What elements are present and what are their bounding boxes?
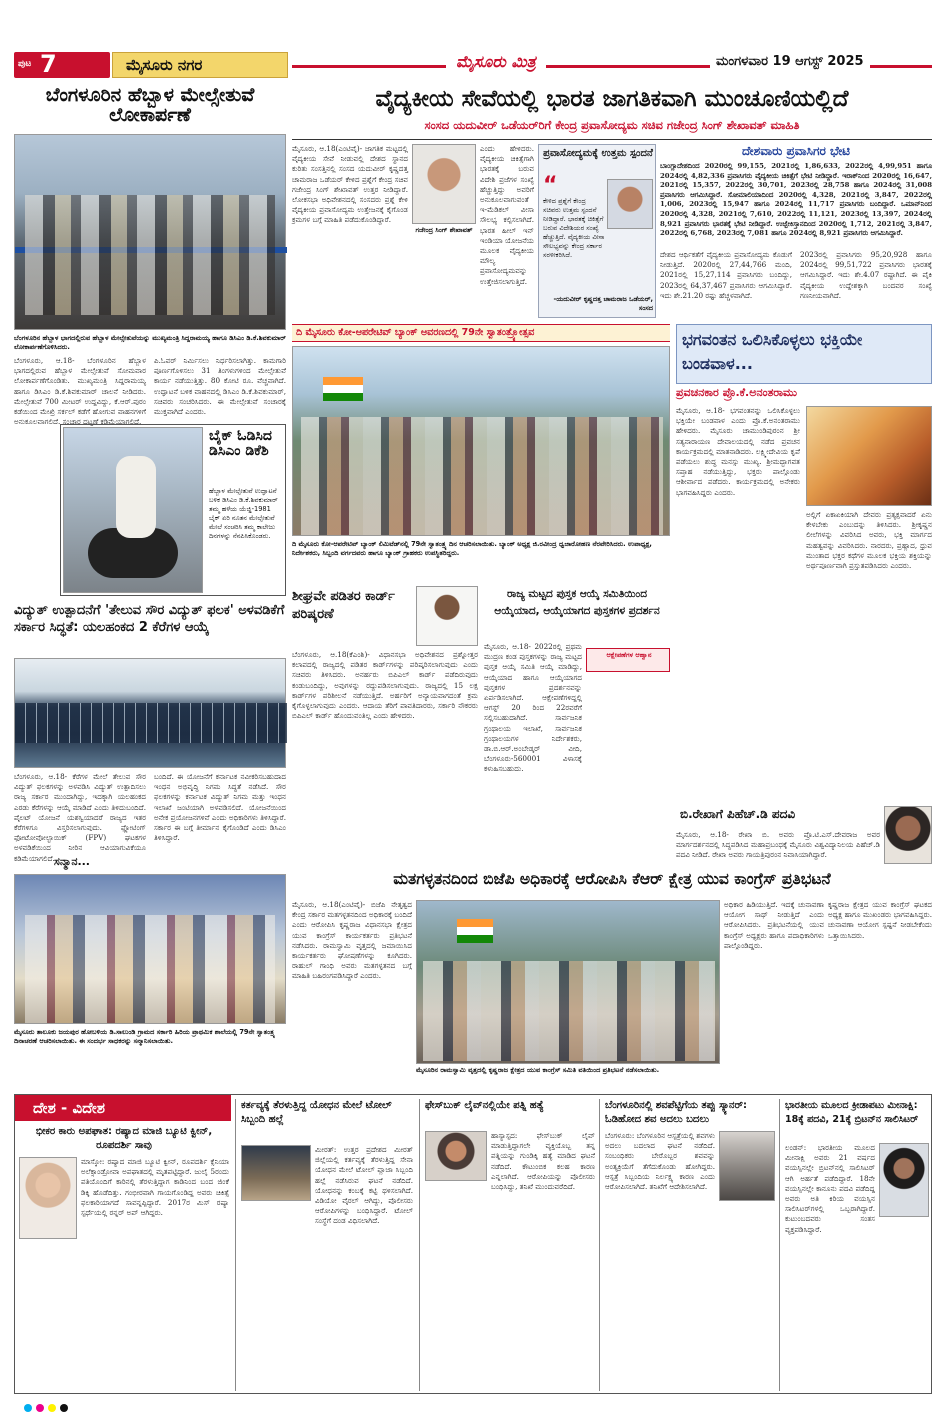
page-number: 7: [40, 50, 57, 78]
lead-col2: ಎಂದು ಹೇಳಿದರು. ವೈದ್ಯಕೀಯ ಚಿಕಿತ್ಸೆಗಾಗಿ ಭಾರತಕ್ಕೆ ಬರುವ ವಿದೇಶಿ ಪ್ರಜೆಗಳ ಸಂಖ್ಯೆ ಹೆಚ್ಚುತ್ತಿದ್ದು ಅವರಿಗೆ ಅನುಕೂಲವಾಗುವಂತೆ ಇ-ಮೆಡಿಕಲ್ ವೀಸಾ ಸೌಲಭ್ಯ ಕಲ್ಪಿಸಲಾಗಿದೆ. ಭಾರತ ಹೀಲ್ ಇನ್ ಇಂಡಿಯಾ ಯೋಜನೆಯ ಮೂಲಕ ವೈದ್ಯಕೀಯ ಮೌಲ್ಯ ಪ್ರವಾಸೋದ್ಯಮವನ್ನು ಉತ್ತೇಜಿಸಲಾಗುತ್ತಿದೆ.: [480, 144, 534, 286]
phd-headline: ಬಿ.ರೇಖಾಗೆ ಪಿಹೆಚ್.ಡಿ ಪದವಿ: [680, 807, 796, 821]
rider-shape: [116, 456, 156, 538]
desha-s5-photo: [879, 1143, 929, 1217]
card-body: ಬೆಂಗಳೂರು, ಆ.18(ಕೆಎಂಶಿ)- ವಿಧಾನಸಭಾ ಅಧಿವೇಶನದ ಪ್ರಶ್ನೋತ್ತರ ಕಲಾಪದಲ್ಲಿ ರಾಜ್ಯದಲ್ಲಿ ಪಡಿತರ ಕಾರ್ಡ್‌ಗಳನ್ನು ಪರಿಷ್ಕರಿಸಲಾಗುವುದು ಎಂದು ಸಚಿವರು ತಿಳಿಸಿದರು. ಅನರ್ಹರು ಬಿಪಿಎಲ್ ಕಾರ್ಡ್ ಪಡೆದಿರುವುದು ಕಂಡುಬಂದಿದ್ದು, ಅವುಗಳನ್ನು ರದ್ದುಪಡಿಸಲಾಗುವುದು. ರಾಜ್ಯದಲ್ಲಿ 15 ಲಕ್ಷ ಕಾರ್ಡ್‌ಗಳ ಪರಿಶೀಲನೆ ನಡೆಯುತ್ತಿದೆ. ಅರ್ಹರಿಗೆ ಅನ್ಯಾಯವಾಗದಂತೆ ಕ್ರಮ ಕೈಗೊಳ್ಳಲಾಗುವುದು ಎಂದರು. ಆದಾಯ ತೆರಿಗೆ ಪಾವತಿದಾರರು, ಸರ್ಕಾರಿ ನೌಕರರು ಬಿಪಿಎಲ್ ಕಾರ್ಡ್ ಹೊಂದುವಂತಿಲ್ಲ ಎಂದು ಹೇಳಿದರು.: [292, 650, 478, 721]
bank-caption: ದಿ ಮೈಸೂರು ಕೋ-ಆಪರೇಟಿವ್ ಬ್ಯಾಂಕ್ ಲಿಮಿಟೆಡ್‌ನಲ್ಲಿ 79ನೇ ಸ್ವಾತಂತ್ರ್ಯ ದಿನ ಆಚರಿಸಲಾಯಿತು. ಬ್ಯಾಂಕ್ ಅಧ್ಯಕ್ಷ ಜಿ.ರವೀಂದ್ರ ಧ್ವಜಾರೋಹಣ ನೆರವೇರಿಸಿದರು. ಉಪಾಧ್ಯಕ್ಷ, ನಿರ್ದೇಶಕರು, ಸಿಬ್ಬಂದಿ ವರ್ಗದವರು ಹಾಗೂ ಬ್ಯಾಂಕ್ ಗ್ರಾಹಕರು ಉಪಸ್ಥಿತರಿದ್ದರು.: [292, 540, 652, 557]
lead-col5: 2023ರಲ್ಲಿ ಪ್ರವಾಸಿಗರು 95,20,928 ಹಾಗೂ 2024ರಲ್ಲಿ 99,51,722 ಪ್ರವಾಸಿಗರು ಭಾರತಕ್ಕೆ ಆಗಮಿಸಿದ್ದಾರೆ. ಇದು ಶೇ.4.07 ರಷ್ಟಾಗಿದೆ. ಈ ಪೈಕಿ ವೈದ್ಯಕೀಯ ಉದ್ದೇಶಕ್ಕಾಗಿ ಬಂದವರ ಸಂಖ್ಯೆ ಗಣನೀಯವಾಗಿದೆ.: [800, 250, 932, 300]
congress-col3: ಕೃಷ್ಣರಾಜ ಕ್ಷೇತ್ರದ ಯುವ ಕಾಂಗ್ರೆಸ್ ಘಟಕದ ಅಧ್ಯಕ್ಷ ಹಾಗೂ ಮುಖಂಡರು ಭಾಗವಹಿಸಿದ್ದರು. ಚುನಾವಣಾ ಆಯೋಗ ಸ್ಪಷ್ಟನೆ ನೀಡಬೇಕೆಂದು ಒತ್ತಾಯಿಸಿದರು.: [828, 900, 932, 940]
congress-headline: ಮತಗಳ್ಳತನದಿಂದ ಬಿಜೆಪಿ ಅಧಿಕಾರಕ್ಕೆ ಆರೋಪಿಸಿ ಕೆಆರ್ ಕ್ಷೇತ್ರ ಯುವ ಕಾಂಗ್ರೆಸ್ ಪ್ರತಿಭಟನೆ: [393, 870, 831, 888]
congress-photo: [416, 900, 720, 1064]
felicitation-photo: [14, 874, 286, 1024]
minister-photo: [412, 144, 476, 224]
crowd-shape: [25, 195, 275, 315]
bhagavanta-byline: ಪ್ರವಚನಕಾರ ಪ್ರೊ.ಕೆ.ಅನಂತರಾಮು: [676, 386, 797, 399]
paper-logo: ಮೈಸೂರು ಮಿತ್ರ: [446, 52, 546, 72]
bank-headline: ದಿ ಮೈಸೂರು ಕೋ-ಆಪರೇಟಿವ್ ಬ್ಯಾಂಕ್ ಆವರಣದಲ್ಲಿ 79ನೇ ಸ್ವಾತಂತ್ರ್ಯೋತ್ಸವ: [296, 327, 535, 338]
solar-body: ಬೆಂಗಳೂರು, ಆ.18- ಕೆರೆಗಳ ಮೇಲೆ ತೇಲುವ ಸೌರ ವಿದ್ಯುತ್ ಫಲಕಗಳನ್ನು ಅಳವಡಿಸಿ ವಿದ್ಯುತ್ ಉತ್ಪಾದಿಸಲು ರಾಜ್ಯ ಸರ್ಕಾರ ಮುಂದಾಗಿದ್ದು, ಇದಕ್ಕಾಗಿ ಯಲಹಂಕದ ಎರಡು ಕೆರೆಗಳನ್ನು ಆಯ್ಕೆ ಮಾಡಿದೆ ಎಂದು ತಿಳಿದುಬಂದಿದೆ. ಪೈಲಟ್ ಯೋಜನೆ ಯಶಸ್ವಿಯಾದರೆ ರಾಜ್ಯದ ಇತರ ಕೆರೆಗಳಿಗೂ ವಿಸ್ತರಿಸಲಾಗುವುದು. ಫ್ಲೋಟಿಂಗ್ ಫೋಟೋವೋಲ್ಟಾಯಿಕ್ (FPV) ಘಟಕಗಳ ಅಳವಡಿಕೆಯಿಂದ ನೀರಿನ ಆವಿಯಾಗುವಿಕೆಯೂ ಕಡಿಮೆಯಾಗಲಿದೆ.: [14, 772, 146, 863]
issue-date: ಮಂಗಳವಾರ 19 ಆಗಸ್ಟ್ 2025: [710, 54, 870, 69]
bank-story: [292, 324, 670, 580]
card-photo: [416, 586, 478, 646]
congress-story: [292, 870, 932, 1088]
quote-byline: -ಯದುವೀರ್ ಕೃಷ್ಣದತ್ತ ಚಾಮರಾಜ ಒಡೆಯರ್, ಸಂಸದ: [553, 295, 653, 312]
felicitation-headline: ಸನ್ಮಾನ...: [54, 855, 90, 868]
desha-s3-photo: [425, 1131, 487, 1181]
desha-s4-body: ಬೆಂಗಳೂರು: ಬೆಂಗಳೂರಿನ ಆಸ್ಪತ್ರೆಯಲ್ಲಿ ಶವಗಳು ಅದಲು ಬದಲಾದ ಘಟನೆ ನಡೆದಿದೆ. ಸಂಬಂಧಿಕರು ಬೇರೊಬ್ಬರ ಶವವನ್ನು ಅಂತ್ಯಕ್ರಿಯೆಗೆ ತೆಗೆದುಕೊಂಡು ಹೋಗಿದ್ದರು. ಆಸ್ಪತ್ರೆ ಸಿಬ್ಬಂದಿಯ ನಿರ್ಲಕ್ಷ್ಯ ಕಾರಣ ಎಂದು ಆರೋಪಿಸಲಾಗಿದೆ. ತನಿಖೆಗೆ ಆದೇಶಿಸಲಾಗಿದೆ.: [605, 1131, 715, 1192]
lead-subhead: ಸಂಸದ ಯದುವೀರ್ ಒಡೆಯರ್‌ರಿಗೆ ಕೇಂದ್ರ ಪ್ರವಾಸೋದ್ಯಮ ಸಚಿವ ಗಜೇಂದ್ರ ಸಿಂಗ್ ಶೇಖಾವತ್ ಮಾಹಿತಿ: [424, 118, 800, 132]
books-body: ಮೈಸೂರು, ಆ.18- 2022ರಲ್ಲಿ ಪ್ರಥಮ ಮುದ್ರಣ ಕಂಡ ಪುಸ್ತಕಗಳನ್ನು ರಾಜ್ಯ ಮಟ್ಟದ ಪುಸ್ತಕ ಆಯ್ಕೆ ಸಮಿತಿ ಆಯ್ಕೆ ಮಾಡಿದ್ದು, ಆಯ್ಕೆಯಾದ ಹಾಗೂ ಆಯ್ಕೆಯಾಗದ ಪುಸ್ತಕಗಳ ಪ್ರದರ್ಶನವನ್ನು ಏರ್ಪಡಿಸಲಾಗಿದೆ. ಆಕ್ಷೇಪಣೆಗಳಿದ್ದಲ್ಲಿ ಆಗಸ್ಟ್ 20 ರಿಂದ 22ರವರೆಗೆ ಸಲ್ಲಿಸಬಹುದಾಗಿದೆ. ಸಾರ್ವಜನಿಕ ಗ್ರಂಥಾಲಯ ಇಲಾಖೆ, ಸಾರ್ವಜನಿಕ ಗ್ರಂಥಾಲಯಗಳ ನಿರ್ದೇಶಕರು, ಡಾ.ಬಿ.ಆರ್.ಅಂಬೇಡ್ಕರ್ ವೀದಿ, ಬೆಂಗಳೂರು-560001 ವಿಳಾಸಕ್ಕೆ ಕಳುಹಿಸಬಹುದು.: [484, 642, 582, 774]
panel-grid: [15, 703, 287, 743]
felicitation-caption: ಮೈಸೂರು ತಾಲೂಕು ಜಯಪುರ ಹೋಬಳಿಯ ಡಿ.ಸಾಲುಂಡಿ ಗ್ರಾಮದ ಸರ್ಕಾರಿ ಹಿರಿಯ ಪ್ರಾಥಮಿಕ ಶಾಲೆಯಲ್ಲಿ 79ನೇ ಸ್ವಾತಂತ್ರ್ಯ ದಿನಾಚರಣೆ ಆಚರಿಸಲಾಯಿತು. ಈ ಸಂದರ್ಭ ಸಾಧಕರನ್ನು ಸನ್ಮಾನಿಸಲಾಯಿತು.: [14, 1028, 276, 1045]
lead-headline: ವೈದ್ಯಕೀಯ ಸೇವೆಯಲ್ಲಿ ಭಾರತ ಜಾಗತಿಕವಾಗಿ ಮುಂಚೂಣಿಯಲ್ಲಿದೆ: [375, 86, 849, 112]
puja-photo: [806, 406, 932, 506]
desha-s1-headline: ಭೀಕರ ಕಾರು ಅಪಘಾತ: ರಷ್ಯಾದ ಮಾಜಿ ಬ್ಯೂಟಿ ಕ್ವೀನ್, ರೂಪದರ್ಶಿ ಸಾವು: [35, 1126, 213, 1151]
bike-headline: ಬೈಕ್ ಓಡಿಸಿದ ಡಿಸಿಎಂ ಡಿಕೆಶಿ: [209, 428, 272, 459]
section-name: ಮೈಸೂರು ನಗರ: [126, 56, 203, 74]
desha-divider-1: [235, 1099, 236, 1391]
desha-header: ದೇಶ - ವಿದೇಶ: [33, 1099, 106, 1117]
flag-white: [323, 385, 363, 393]
lead-rule: [292, 139, 932, 140]
desha-divider-2: [419, 1099, 420, 1391]
phd-photo: [884, 806, 932, 864]
page-label: ಪುಟ: [18, 59, 32, 69]
reg-cyan: [24, 1404, 32, 1412]
masthead: [14, 50, 932, 82]
desha-s3-body: ಹಾಸ್ಯಾಸ್ಪದ: ಫೇಸ್‌ಬುಕ್ ಲೈವ್ ಮಾಡುತ್ತಿದ್ದಾಗಲೇ ವ್ಯಕ್ತಿಯೊಬ್ಬ ತನ್ನ ಪತ್ನಿಯನ್ನು ಗುಂಡಿಕ್ಕಿ ಹತ್ಯೆ ಮಾಡಿದ ಘಟನೆ ನಡೆದಿದೆ. ಕೌಟುಂಬಿಕ ಕಲಹ ಕಾರಣ ಎನ್ನಲಾಗಿದೆ. ಆರೋಪಿಯನ್ನು ಪೊಲೀಸರು ಬಂಧಿಸಿದ್ದು, ತನಿಖೆ ಮುಂದುವರೆದಿದೆ.: [491, 1131, 595, 1192]
desha-s4-photo: [719, 1131, 775, 1201]
desha-s4-headline: ಬೆಂಗಳೂರಿನಲ್ಲಿ ಶವಪೆಟ್ಟಿಗೆಯ ತಪ್ಪು ಸ್ಕ್ಯಾನರ್: ಓಡಿಹೋದ ಶವ ಅದಲು ಬದಲು: [605, 1100, 747, 1125]
desha-s2-headline: ಕರ್ತವ್ಯಕ್ಕೆ ತೆರಳುತ್ತಿದ್ದ ಯೋಧನ ಮೇಲೆ ಟೋಲ್ ಸಿಬ್ಬಂದಿ ಹಲ್ಲೆ: [241, 1100, 392, 1125]
books-tag-label: ಆಕ್ಷೇಪಣೆಗಳ ಆಹ್ವಾನ: [606, 651, 652, 659]
mp-photo: [607, 179, 653, 229]
solar-photo: [14, 658, 286, 768]
card-story: [292, 586, 478, 856]
solar-headline: ವಿದ್ಯುತ್ ಉತ್ಪಾದನೆಗೆ 'ತೇಲುವ ಸೌರ ವಿದ್ಯುತ್ ಫಲಕ' ಅಳವಡಿಕೆಗೆ ಸರ್ಕಾರ ಸಿದ್ಧತೆ: ಯಲಹಂಕದ 2 ಕೆರೆಗಳ ಆಯ್ಕೆ: [14, 603, 285, 635]
flag-orange: [323, 377, 363, 385]
bhagavanta-col2: ಅಲ್ಲಿಗೆ ಏಕಾಏಕಿಯಾಗಿ ದೇವರು ಪ್ರತ್ಯಕ್ಷವಾದರೆ ಏನು ಕೇಳಬೇಕು ಎಂಬುದನ್ನು ತಿಳಿಸಿದರು. ಶ್ರೀಕೃಷ್ಣನ ಲೀಲೆಗಳನ್ನು ವಿವರಿಸಿದ ಅವರು, ಭಕ್ತಿ ಮಾರ್ಗದ ಮಹತ್ವವನ್ನು ವಿವರಿಸಿದರು. ನಾರದರು, ಪ್ರಹ್ಲಾದ, ಧ್ರುವ ಮುಂತಾದ ಭಕ್ತರ ಕಥೆಗಳ ಮೂಲಕ ಭಕ್ತಿಯ ಶಕ್ತಿಯನ್ನು ಅರ್ಥಪೂರ್ಣವಾಗಿ ಪ್ರಸ್ತುತಪಡಿಸಿದರು ಎಂದರು.: [806, 510, 932, 571]
color-registration: [24, 1404, 84, 1414]
bhagavanta-headline: ಭಗವಂತನ ಒಲಿಸಿಕೊಳ್ಳಲು ಭಕ್ತಿಯೇ ಬಂಡವಾಳ...: [682, 330, 863, 373]
desha-s1-photo: [19, 1157, 77, 1239]
desha-divider-4: [779, 1099, 780, 1391]
visitors-headline: ದೇಶವಾರು ಪ್ರವಾಸಿಗರ ಭೇಟಿ: [741, 144, 851, 158]
protest-flag: [457, 919, 493, 943]
desha-section: [14, 1094, 932, 1394]
reg-yellow: [48, 1404, 56, 1412]
reg-magenta: [36, 1404, 44, 1412]
bhagavanta-story: [676, 324, 932, 804]
desha-s5-body: ಲಂಡನ್: ಭಾರತೀಯ ಮೂಲದ ಮೀನಾಕ್ಷಿ ಅವರು 21 ವರ್ಷದ ವಯಸ್ಸಿನಲ್ಲೇ ಬ್ರಿಟನ್‌ನಲ್ಲಿ ಸಾಲಿಸಿಟರ್ ಆಗಿ ಅರ್ಹತೆ ಪಡೆದಿದ್ದಾರೆ. 18ನೇ ವಯಸ್ಸಿನಲ್ಲೇ ಕಾನೂನು ಪದವಿ ಪಡೆದಿದ್ದ ಅವರು ಅತಿ ಕಿರಿಯ ವಯಸ್ಸಿನ ಸಾಲಿಸಿಟರ್‌ಗಳಲ್ಲಿ ಒಬ್ಬರಾಗಿದ್ದಾರೆ. ಕುಟುಂಬದವರು ಸಂತಸ ವ್ಯಕ್ತಪಡಿಸಿದ್ದಾರೆ.: [785, 1143, 875, 1234]
quote-body: ಕೇಳಿದ ಪ್ರಶ್ನೆಗೆ ಕೇಂದ್ರ ಸಚಿವರು ಉತ್ತಮ ಸ್ಪಂದನೆ ನೀಡಿದ್ದಾರೆ. ಭಾರತಕ್ಕೆ ಚಿಕಿತ್ಸೆಗೆ ಬರುವ ವಿದೇಶಿಯರ ಸಂಖ್ಯೆ ಹೆಚ್ಚುತ್ತಿದೆ. ವೈದ್ಯಕೀಯ ವೀಸಾ ಸೌಲಭ್ಯವನ್ನು ಕೇಂದ್ರ ಸರ್ಕಾರ ಸರಳೀಕರಿಸಿದೆ.: [543, 197, 605, 259]
group-shape: [301, 417, 663, 535]
congress-col2: ಅಧಿಕಾರ ಹಿಡಿಯುತ್ತಿದೆ. ಇದಕ್ಕೆ ಚುನಾವಣಾ ಆಯೋಗ ಸಾಥ್ ನೀಡುತ್ತಿದೆ ಎಂದು ಆರೋಪಿಸಿದರು. ಪ್ರತಿಭಟನೆಯಲ್ಲಿ ಯುವ ಕಾಂಗ್ರೆಸ್ ಅಧ್ಯಕ್ಷರು ಹಾಗೂ ಪದಾಧಿಕಾರಿಗಳು ಪಾಲ್ಗೊಂಡಿದ್ದರು.: [724, 900, 824, 950]
desha-s5-headline: ಭಾರತೀಯ ಮೂಲದ ಕ್ರೀಡಾಪಟು ಮೀನಾಕ್ಷಿ: 18ಕ್ಕೆ ಪದವಿ, 21ಕ್ಕೆ ಬ್ರಿಟನ್‌ನ ಸಾಲಿಸಿಟರ್: [785, 1100, 919, 1125]
hebbal-caption: ಬೆಂಗಳೂರಿನ ಹೆಬ್ಬಾಳ ಭಾಗದಲ್ಲಿರುವ ಹೆಬ್ಬಾಳ ಮೇಲ್ಸೇತುವೆಯನ್ನು ಮುಖ್ಯಮಂತ್ರಿ ಸಿದ್ದರಾಮಯ್ಯ ಹಾಗೂ ಡಿಸಿಎಂ ಡಿ.ಕೆ.ಶಿವಕುಮಾರ್ ಲೋಕಾರ್ಪಣೆಗೊಳಿಸಿದರು.: [14, 334, 286, 351]
bike-body: ಹೆಬ್ಬಾಳ ಮೇಲ್ಸೇತುವೆ ಉದ್ಘಾಟನೆ ಬಳಿಕ ಡಿಸಿಎಂ ಡಿ.ಕೆ.ಶಿವಕುಮಾರ್ ತಮ್ಮ ಹಳೆಯ ಯೆಜ್ಡಿ-1981 ಬೈಕ್ ಏರಿ ನೂತನ ಮೇಲ್ಸೇತುವೆ ಮೇಲೆ ಸಂಚರಿಸಿ ತಮ್ಮ ಕಾಲೇಜು ದಿನಗಳನ್ನು ನೆನಪಿಸಿಕೊಂಡರು.: [209, 487, 278, 540]
phd-body: ಮೈಸೂರು, ಆ.18- ರೇಖಾ ಬಿ. ಅವರು ಪ್ರೊ.ಟಿ.ಎಸ್.ದೇವರಾಜ ಅವರ ಮಾರ್ಗದರ್ಶನದಲ್ಲಿ ಸಿದ್ಧಪಡಿಸಿದ ಮಹಾಪ್ರಬಂಧಕ್ಕೆ ಮೈಸೂರು ವಿಶ್ವವಿದ್ಯಾನಿಲಯ ಪಿಹೆಚ್.ಡಿ ಪದವಿ ನೀಡಿದೆ. ರೇಖಾ ಅವರು ಗಾಯತ್ರಿಪುರಂನ ನಿವಾಸಿಯಾಗಿದ್ದಾರೆ.: [676, 830, 880, 860]
quote-box: [538, 144, 656, 318]
desha-s2-body: ಮೀರತ್: ಉತ್ತರ ಪ್ರದೇಶದ ಮೀರತ್ ಜಿಲ್ಲೆಯಲ್ಲಿ ಕರ್ತವ್ಯಕ್ಕೆ ತೆರಳುತ್ತಿದ್ದ ಸೇನಾ ಯೋಧನ ಮೇಲೆ ಟೋಲ್ ಪ್ಲಾಜಾ ಸಿಬ್ಬಂದಿ ಹಲ್ಲೆ ನಡೆಸಿರುವ ಘಟನೆ ನಡೆದಿದೆ. ಯೋಧನನ್ನು ಕಂಬಕ್ಕೆ ಕಟ್ಟಿ ಥಳಿಸಲಾಗಿದೆ. ವಿಡಿಯೋ ವೈರಲ್ ಆಗಿದ್ದು, ಪೊಲೀಸರು ಆರೋಪಿಗಳನ್ನು ಬಂಧಿಸಿದ್ದಾರೆ. ಟೋಲ್ ಸಂಸ್ಥೆಗೆ ದಂಡ ವಿಧಿಸಲಾಗಿದೆ.: [315, 1145, 413, 1226]
quote-mark: “: [543, 173, 558, 198]
bike-photo: [63, 427, 203, 593]
books-headline: ರಾಜ್ಯ ಮಟ್ಟದ ಪುಸ್ತಕ ಆಯ್ಕೆ ಸಮಿತಿಯಿಂದ ಆಯ್ಕೆಯಾದ, ಆಯ್ಕೆಯಾಗದ ಪುಸ್ತಕಗಳ ಪ್ರದರ್ಶನ: [494, 588, 660, 617]
flag-green: [323, 393, 363, 401]
reg-black: [60, 1404, 68, 1412]
bike-story: [60, 424, 286, 596]
hebbal-story: [14, 84, 286, 427]
hebbal-body-2: ಪಿ.ಓವರ್ ನಿರ್ಮಿಸಲು ನಿರ್ಧರಿಸಲಾಗಿತ್ತು. ಕಾಮಗಾರಿ ಪೂರ್ಣಗೊಳಿಸಲು 31 ತಿಂಗಳುಗಳಿಂದ ಮೇಲ್ಸೇತುವೆ ಕಾರ್ಯ ನಡೆಯುತ್ತಿತ್ತು. 80 ಕೋಟಿ ರೂ. ವೆಚ್ಚವಾಗಿದೆ. ಉದ್ಘಾಟನೆ ಬಳಿಕ ವಾಹನದಲ್ಲಿ ಡಿಸಿಎಂ ಡಿ.ಕೆ.ಶಿವಕುಮಾರ್, ಸಚಿವರು ಸಂಚರಿಸಿದರು. ಈ ಮೇಲ್ಸೇತುವೆ ಸಂಚಾರಕ್ಕೆ ಮುಕ್ತವಾಗಿದೆ ಎಂದರು.: [154, 356, 286, 417]
protest-crowd: [423, 961, 715, 1061]
congress-col1: ಮೈಸೂರು, ಆ.18(ಎಂಟಿವೈ)- ಬಿಜೆಪಿ ನೇತೃತ್ವದ ಕೇಂದ್ರ ಸರ್ಕಾರ ಮತಗಳ್ಳತನದಿಂದ ಅಧಿಕಾರಕ್ಕೆ ಬಂದಿದೆ ಎಂದು ಆರೋಪಿಸಿ ಕೃಷ್ಣರಾಜ ವಿಧಾನಸಭಾ ಕ್ಷೇತ್ರದ ಯುವ ಕಾಂಗ್ರೆಸ್ ಕಾರ್ಯಕರ್ತರು ಪ್ರತಿಭಟನೆ ನಡೆಸಿದರು. ರಾಮಸ್ವಾಮಿ ವೃತ್ತದಲ್ಲಿ ಜಮಾಯಿಸಿದ ಕಾರ್ಯಕರ್ತರು ಘೋಷಣೆಗಳನ್ನು ಕೂಗಿದರು. ರಾಹುಲ್ ಗಾಂಧಿ ಅವರು ಮತಗಳ್ಳತನದ ಬಗ್ಗೆ ಮಾಹಿತಿ ಬಹಿರಂಗಪಡಿಸಿದ್ದಾರೆ ಎಂದರು.: [292, 900, 412, 981]
desha-s2-photo: [241, 1145, 311, 1201]
solar-body-2: ಬಂದಿದೆ. ಈ ಯೋಜನೆಗೆ ಕರ್ನಾಟಕ ನವೀಕರಿಸಬಹುದಾದ ಇಂಧನ ಅಭಿವೃದ್ಧಿ ನಿಗಮ ಸಿದ್ಧತೆ ನಡೆಸಿದೆ. ಸೌರ ಫಲಕಗಳನ್ನು ಕರ್ನಾಟಕ ವಿದ್ಯುತ್ ನಿಗಮ ಮತ್ತು ಇಂಧನ ಇಲಾಖೆ ಜಂಟಿಯಾಗಿ ಅಳವಡಿಸಲಿದೆ. ಯೋಜನೆಯಿಂದ ಅನೇಕ ಪ್ರಯೋಜನಗಳಿವೆ ಎಂದು ಅಧಿಕಾರಿಗಳು ತಿಳಿಸಿದ್ದಾರೆ. ಸರ್ಕಾರ ಈ ಬಗ್ಗೆ ತೀರ್ಮಾನ ಕೈಗೊಂಡಿದೆ ಎಂದು ಡಿಸಿಎಂ ತಿಳಿಸಿದ್ದಾರೆ.: [154, 772, 286, 843]
desha-divider-3: [599, 1099, 600, 1391]
hebbal-photo: [14, 134, 286, 330]
hebbal-body: ಬೆಂಗಳೂರು, ಆ.18- ಬೆಂಗಳೂರಿನ ಹೆಬ್ಬಾಳ ಭಾಗದಲ್ಲಿರುವ ಹೆಬ್ಬಾಳ ಮೇಲ್ಸೇತುವೆ ಸೋಮವಾರ ಲೋಕಾರ್ಪಣೆಗೊಂಡಿತು. ಮುಖ್ಯಮಂತ್ರಿ ಸಿದ್ದರಾಮಯ್ಯ ಹಾಗೂ ಡಿಸಿಎಂ ಡಿ.ಕೆ.ಶಿವಕುಮಾರ್ ಚಾಲನೆ ನೀಡಿದರು. ಮೇಲ್ಸೇತುವೆ 700 ಮೀಟರ್ ಉದ್ದವಿದ್ದು, ಕೆ.ಆರ್.ಪುರಂ ಕಡೆಯಿಂದ ಮೇಖ್ರಿ ಸರ್ಕಲ್ ಕಡೆಗೆ ಹೋಗುವ ವಾಹನಗಳಿಗೆ ಅನುಕೂಲವಾಗಲಿದೆ. ಸಂಚಾರ ದಟ್ಟಣೆ ಕಡಿಮೆಯಾಗಲಿದೆ.: [14, 356, 146, 427]
visitors-body: ಬಾಂಗ್ಲಾದೇಶದಿಂದ 2020ರಲ್ಲಿ 99,155, 2021ರಲ್ಲಿ 1,86,633, 2022ರಲ್ಲಿ 4,99,951 ಹಾಗೂ 2024ರಲ್ಲಿ 4,82,336 ಪ್ರವಾಸಿಗರು ವೈದ್ಯಕೀಯ ಚಿಕಿತ್ಸೆಗೆ ಭೇಟಿ ನೀಡಿದ್ದಾರೆ. ಇರಾಕ್‌ನಿಂದ 2020ರಲ್ಲಿ 16,647, 2021ರಲ್ಲಿ 15,357, 2022ರಲ್ಲಿ 30,701, 2023ರಲ್ಲಿ 28,758 ಹಾಗೂ 2024ರಲ್ಲಿ 31,008 ಪ್ರವಾಸಿಗರು ಆಗಮಿಸಿದ್ದಾರೆ. ಸೋಮಾಲಿಯಾದಿಂದ 2020ರಲ್ಲಿ 4,328, 2021ರಲ್ಲಿ 3,847, 2022ರಲ್ಲಿ 1,006, 2023ರಲ್ಲಿ 15,947 ಹಾಗೂ 2024ರಲ್ಲಿ 11,717 ಪ್ರವಾಸಿಗರು ಬಂದಿದ್ದಾರೆ. ಒಮಾನ್‌ನಿಂದ 2020ರಲ್ಲಿ 4,328, 2021ರಲ್ಲಿ 7,610, 2022ರಲ್ಲಿ 11,121, 2023ರಲ್ಲಿ 13,397, 2024ರಲ್ಲಿ 8,921 ಪ್ರವಾಸಿಗರು ಭಾರತಕ್ಕೆ ಭೇಟಿ ನೀಡಿದ್ದಾರೆ. ಉಜ್ಬೇಕಿಸ್ತಾನದಿಂದ 2020ರಲ್ಲಿ 1,712, 2021ರಲ್ಲಿ 3,847, 2022ರಲ್ಲಿ 6,768, 2023ರಲ್ಲಿ 7,081 ಹಾಗೂ 2024ರಲ್ಲಿ 8,921 ಪ್ರವಾಸಿಗರು ಆಗಮಿಸಿದ್ದಾರೆ.: [660, 162, 932, 238]
minister-caption: ಗಜೇಂದ್ರ ಸಿಂಗ್ ಶೇಖಾವತ್: [415, 226, 473, 234]
visitors-box: [660, 144, 932, 248]
bank-photo: [292, 346, 670, 536]
desha-s1-body: ಮಾಸ್ಕೋ: ರಷ್ಯಾದ ಮಾಜಿ ಬ್ಯೂಟಿ ಕ್ವೀನ್, ರೂಪದರ್ಶಿ ಕ್ಸೆನಿಯಾ ಅಲೆಕ್ಸಾಂಡ್ರೋವಾ ಅಪಘಾತದಲ್ಲಿ ಮೃತಪಟ್ಟಿದ್ದಾರೆ. ಜುಲೈ 5ರಂದು ಪತಿಯೊಂದಿಗೆ ಕಾರಿನಲ್ಲಿ ತೆರಳುತ್ತಿದ್ದಾಗ ಕಾಡಿನಿಂದ ಬಂದ ಜಿಂಕೆ ಡಿಕ್ಕಿ ಹೊಡೆದಿತ್ತು. ಗಂಭೀರವಾಗಿ ಗಾಯಗೊಂಡಿದ್ದ ಅವರು ಚಿಕಿತ್ಸೆ ಫಲಕಾರಿಯಾಗದೆ ಸಾವನ್ನಪ್ಪಿದ್ದಾರೆ. 2017ರ ಮಿಸ್ ರಷ್ಯಾ ಸ್ಪರ್ಧೆಯಲ್ಲಿ ರನ್ನರ್ ಅಪ್ ಆಗಿದ್ದರು.: [81, 1157, 229, 1218]
lead-col1: ಮೈಸೂರು, ಆ.18(ಎಂಟಿವೈ)- ಜಾಗತಿಕ ಮಟ್ಟದಲ್ಲಿ ವೈದ್ಯಕೀಯ ಸೇವೆ ನೀಡುವಲ್ಲಿ ದೇಶದ ಸ್ಥಾನದ ಕುರಿತು ಸಂಸತ್ತಿನಲ್ಲಿ ಸಂಸದ ಯದುವೀರ್ ಕೃಷ್ಣದತ್ತ ಚಾಮರಾಜ ಒಡೆಯರ್ ಕೇಳಿದ ಪ್ರಶ್ನೆಗೆ ಕೇಂದ್ರ ಸಚಿವ ಗಜೇಂದ್ರ ಸಿಂಗ್ ಶೇಖಾವತ್ ಉತ್ತರ ನೀಡಿದ್ದಾರೆ. ಲೋಕಸಭಾ ಅಧಿವೇಶನದಲ್ಲಿ ಸಂಸದರು ಪ್ರಶ್ನೆ ಕೇಳಿ ವೈದ್ಯಕೀಯ ಪ್ರವಾಸೋದ್ಯಮ ಉತ್ತೇಜನಕ್ಕೆ ಕೈಗೊಂಡ ಕ್ರಮಗಳ ಬಗ್ಗೆ ಮಾಹಿತಿ ಪಡೆದುಕೊಂಡಿದ್ದಾರೆ.: [292, 144, 408, 225]
desha-s3-headline: ಫೇಸ್‌ಬುಕ್ ಲೈವ್‌ನಲ್ಲಿಯೇ ಪತ್ನಿ ಹತ್ಯೆ: [425, 1100, 544, 1111]
hebbal-headline: ಬೆಂಗಳೂರಿನ ಹೆಬ್ಬಾಳ ಮೇಲ್ಸೇತುವೆ ಲೋಕಾರ್ಪಣೆ: [45, 84, 255, 126]
congress-caption: ಮೈಸೂರಿನ ರಾಮಸ್ವಾಮಿ ವೃತ್ತದಲ್ಲಿ ಕೃಷ್ಣರಾಜ ಕ್ಷೇತ್ರದ ಯುವ ಕಾಂಗ್ರೆಸ್ ಸಮಿತಿ ವತಿಯಿಂದ ಪ್ರತಿಭಟನೆ ನಡೆಸಲಾಯಿತು.: [416, 1066, 660, 1074]
card-headline: ಶೀಘ್ರವೇ ಪಡಿತರ ಕಾರ್ಡ್ ಪರಿಷ್ಕರಣೆ: [292, 589, 395, 622]
bhagavanta-col1: ಮೈಸೂರು, ಆ.18- ಭಗವಂತನನ್ನು ಒಲಿಸಿಕೊಳ್ಳಲು ಭಕ್ತಿಯೇ ಬಂಡವಾಳ ಎಂದು ಪ್ರೊ.ಕೆ.ಅನಂತರಾಮು ಹೇಳಿದರು. ಮೈಸೂರು ಚಾಮುಂಡಿಪುರಂನ ಶ್ರೀ ಸತ್ಯನಾರಾಯಣ ದೇವಾಲಯದಲ್ಲಿ ನಡೆದ ಪ್ರವಚನ ಕಾರ್ಯಕ್ರಮದಲ್ಲಿ ಮಾತನಾಡಿದರು. ಲಕ್ಷ್ಮೀದೇವಿಯ ಕೃಪೆ ಪಡೆಯಲು ಶುದ್ಧ ಮನಸ್ಸು ಮುಖ್ಯ. ಶ್ರೀಮದ್ಭಾಗವತ ಸಪ್ತಾಹ ನಡೆಯುತ್ತಿದ್ದು, ಭಕ್ತರು ಪಾಲ್ಗೊಂಡು ಆಶೀರ್ವಾದ ಪಡೆದರು. ಕಾರ್ಯಕ್ರಮದಲ್ಲಿ ಅನೇಕರು ಭಾಗವಹಿಸಿದ್ದರು ಎಂದರು.: [676, 406, 800, 497]
people-shape: [25, 915, 275, 1023]
quote-headline: ಪ್ರವಾಸೋದ್ಯಮಕ್ಕೆ ಉತ್ತಮ ಸ್ಪಂದನೆ: [543, 148, 653, 159]
felicitation-story: [14, 856, 286, 1084]
lead-col4: ದೇಶದ ಆರ್ಥಿಕತೆಗೆ ವೈದ್ಯಕೀಯ ಪ್ರವಾಸೋದ್ಯಮ ಕೊಡುಗೆ ನೀಡುತ್ತಿದೆ. 2020ರಲ್ಲಿ 27,44,766 ಮಂದಿ, 2021ರಲ್ಲಿ 15,27,114 ಪ್ರವಾಸಿಗರು ಬಂದಿದ್ದು, 2023ರಲ್ಲಿ 64,37,467 ಪ್ರವಾಸಿಗರು ಆಗಮಿಸಿದ್ದಾರೆ. ಇದು ಶೇ.21.20 ರಷ್ಟು ಹೆಚ್ಚಳವಾಗಿದೆ.: [660, 250, 792, 300]
